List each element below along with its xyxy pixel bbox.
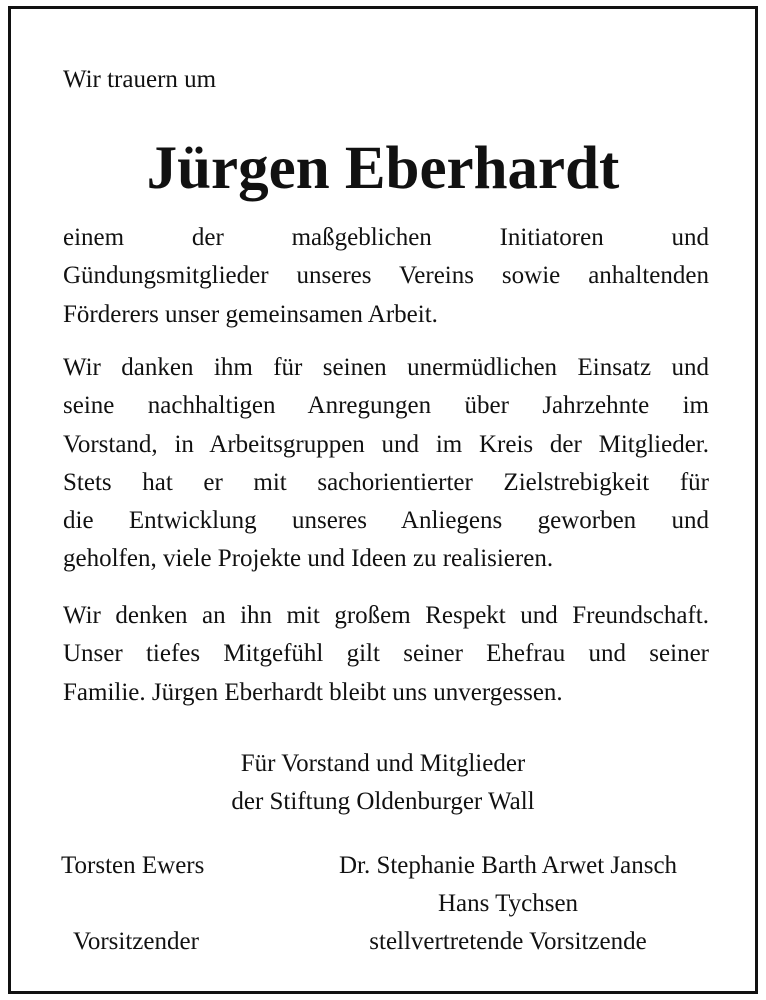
paragraph-tribute xyxy=(63,219,709,334)
paragraph-remembrance xyxy=(63,597,709,712)
paragraph-thanks xyxy=(63,349,709,579)
signature-intro-line: der Stiftung Oldenburger Wall xyxy=(231,788,535,815)
signatory-left-role: Vorsitzender xyxy=(73,928,199,955)
paragraph-line: Förderers unser gemeinsamen Arbeit. xyxy=(63,300,438,328)
paragraph-line: die Entwicklung unseres Anliegens geworben und xyxy=(63,507,709,535)
deceased-name: Jürgen Eberhardt xyxy=(146,135,620,202)
paragraph-line: Wir denken an ihn mit großem Respekt und Freundschaft. xyxy=(63,602,709,629)
paragraph-line: Familie. Jürgen Eberhardt bleibt uns unvergessen. xyxy=(63,678,563,706)
paragraph-line: einem der maßgeblichen Initiatoren und xyxy=(63,224,709,251)
paragraph-line: geholfen, viele Projekte und Ideen zu realisieren. xyxy=(63,545,554,573)
signatory-right xyxy=(303,847,713,961)
paragraph-line: Unser tiefes Mitgefühl gilt seiner Ehefrau und seiner xyxy=(63,640,709,668)
signatory-right-role: stellvertretende Vorsitzende xyxy=(369,928,647,955)
obituary-notice xyxy=(8,6,758,994)
paragraph-line: Wir danken ihm für seinen unermüdlichen Einsatz und xyxy=(63,354,709,381)
paragraph-line: Stets hat er mit sachorientierter Zielstrebigkeit für xyxy=(63,468,709,496)
paragraph-line: Vorstand, in Arbeitsgruppen und im Kreis der Mitglieder. xyxy=(63,430,709,458)
signature-intro-line: Für Vorstand und Mitglieder xyxy=(240,750,526,777)
paragraph-line: Gündungsmitglieder unseres Vereins sowie anhaltenden xyxy=(63,262,709,290)
signature-intro xyxy=(11,745,755,821)
paragraph-line: seine nachhaltigen Anregungen über Jahrzehnte im xyxy=(63,392,709,420)
intro-line: Wir trauern um xyxy=(63,66,217,93)
signatory-right-name: Dr. Stephanie Barth Arwet Jansch xyxy=(338,852,678,879)
signatory-right-name: Hans Tychsen xyxy=(437,890,579,917)
signatory-left-name: Torsten Ewers xyxy=(61,852,205,879)
